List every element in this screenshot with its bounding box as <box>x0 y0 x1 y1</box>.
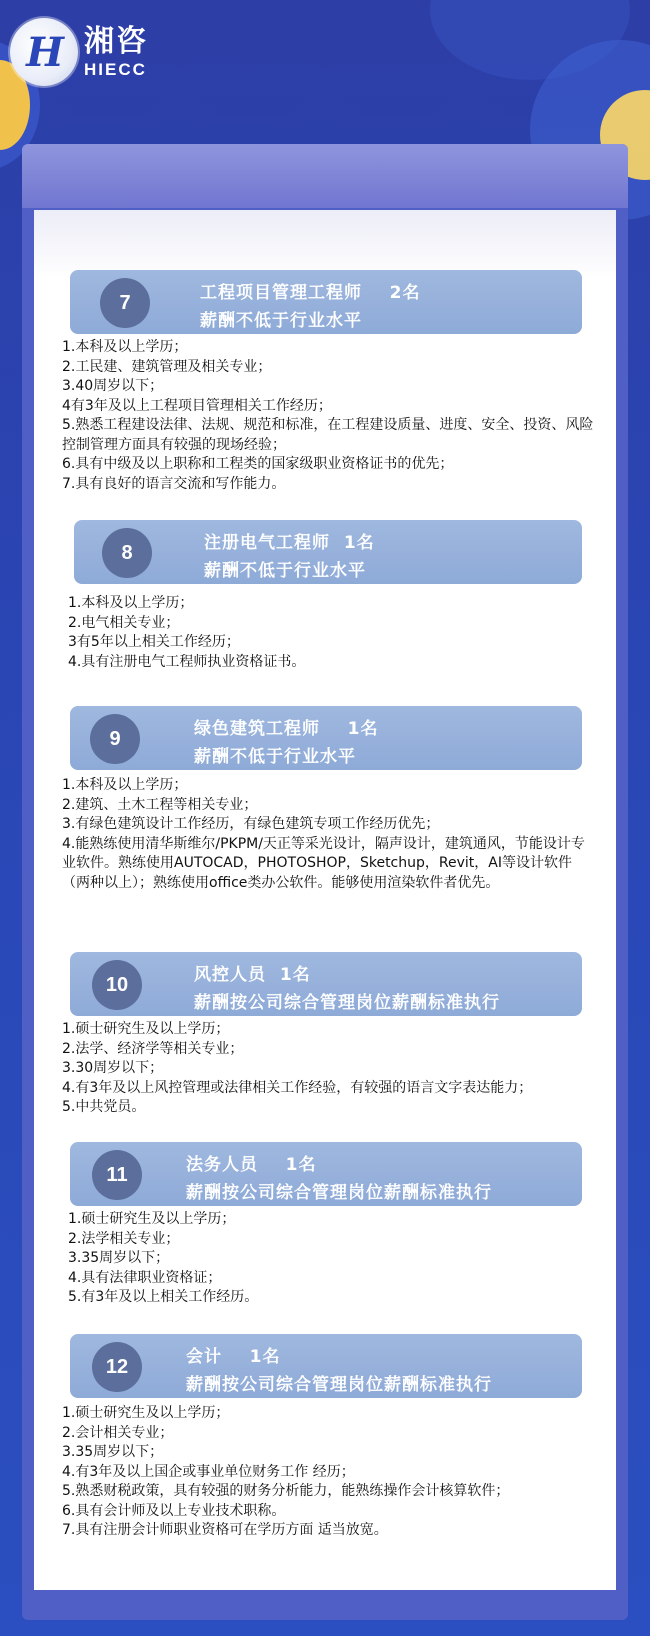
requirements-list <box>68 1210 588 1308</box>
position-title: 注册电气工程师 1名 <box>204 533 375 553</box>
requirement-item: 1.硕士研究生及以上学历； <box>62 1405 230 1421</box>
requirement-item: 2.法学相关专业； <box>68 1230 180 1247</box>
company-logo <box>10 18 148 86</box>
requirement-item: 1.本科及以上学历； <box>62 777 188 793</box>
position-number-badge: 12 <box>92 1342 142 1392</box>
requirement-item: 2.建筑、土木工程等相关专业； <box>62 796 258 813</box>
requirement-item: 3.35周岁以下； <box>62 1444 164 1460</box>
position-number-badge: 9 <box>90 714 140 764</box>
position-salary: 薪酬按公司综合管理岗位薪酬标准执行 <box>186 1183 492 1203</box>
requirement-item: 4.具有法律职业资格证； <box>68 1269 222 1286</box>
requirement-item: 2.电气相关专业； <box>68 614 180 631</box>
requirement-item: 6.具有会计师及以上专业技术职称。 <box>62 1502 286 1519</box>
requirement-item: 1.本科及以上学历； <box>68 595 194 611</box>
requirement-item: 1.本科及以上学历； <box>62 339 188 355</box>
requirement-item: 4.能熟练使用清华斯维尔/PKPM/天正等采光设计，隔声设计，建筑通风，节能设计专业软件。熟练使用AUTOCAD，PHOTOSHOP，Sketchup，Revit，AI等设计软件（两种以上）；熟练使用office类办公软件。能够使用渲染软件者优先。 <box>62 835 585 891</box>
requirements-list <box>62 776 588 893</box>
position-banner <box>70 270 582 334</box>
requirement-item: 7.具有良好的语言交流和写作能力。 <box>62 475 286 492</box>
requirement-item: 7.具有注册会计师职业资格可在学历方面 适当放宽。 <box>62 1522 388 1538</box>
position-number-badge: 8 <box>102 528 152 578</box>
position-banner <box>70 1334 582 1398</box>
position-section <box>62 952 588 1118</box>
position-salary: 薪酬不低于行业水平 <box>200 311 362 331</box>
logo-mark-icon: H <box>10 18 78 86</box>
position-title: 法务人员 1名 <box>186 1155 317 1175</box>
requirement-item: 3.30周岁以下； <box>62 1060 164 1076</box>
requirement-item: 4.有3年及以上风控管理或法律相关工作经验，有较强的语言文字表达能力； <box>62 1079 533 1096</box>
position-title: 绿色建筑工程师 1名 <box>194 719 379 739</box>
position-salary: 薪酬按公司综合管理岗位薪酬标准执行 <box>194 993 500 1013</box>
position-salary: 薪酬不低于行业水平 <box>204 561 366 581</box>
requirements-list <box>62 1020 588 1118</box>
requirement-item: 5.中共党员。 <box>62 1099 146 1115</box>
position-section <box>62 270 594 494</box>
requirement-item: 3.有绿色建筑设计工作经历，有绿色建筑专项工作经历优先； <box>62 816 440 832</box>
requirement-item: 1.硕士研究生及以上学历； <box>68 1211 236 1227</box>
logo-name-en: HIECC <box>84 59 147 79</box>
requirements-list <box>62 1404 588 1541</box>
position-salary: 薪酬按公司综合管理岗位薪酬标准执行 <box>186 1375 492 1395</box>
position-banner <box>70 1142 582 1206</box>
position-section <box>62 1334 588 1541</box>
logo-text <box>84 23 148 79</box>
position-banner <box>74 520 582 584</box>
position-title: 工程项目管理工程师 2名 <box>200 283 421 303</box>
requirement-item: 3有5年以上相关工作经历； <box>68 634 240 650</box>
requirement-item: 5.熟悉工程建设法律、法规、规范和标准，在工程建设质量、进度、安全、投资、风险控制管理方面具有较强的现场经验； <box>62 417 594 453</box>
requirement-item: 4.具有注册电气工程师执业资格证书。 <box>68 653 306 670</box>
position-section <box>62 1142 588 1308</box>
requirement-item: 4有3年及以上工程项目管理相关工作经历； <box>62 397 332 414</box>
requirement-item: 4.有3年及以上国企或事业单位财务工作 经历； <box>62 1463 355 1480</box>
requirement-item: 3.40周岁以下； <box>62 378 164 394</box>
logo-name-cn: 湘咨 <box>84 23 148 59</box>
position-number-badge: 11 <box>92 1150 142 1200</box>
requirement-item: 2.法学、经济学等相关专业； <box>62 1040 244 1057</box>
requirement-item: 1.硕士研究生及以上学历； <box>62 1021 230 1037</box>
requirement-item: 2.会计相关专业； <box>62 1424 174 1441</box>
requirement-item: 5.有3年及以上相关工作经历。 <box>68 1289 259 1305</box>
position-title: 会计 1名 <box>186 1347 281 1367</box>
position-title: 风控人员 1名 <box>194 965 311 985</box>
position-number-badge: 7 <box>100 278 150 328</box>
frame-header-band <box>22 144 628 208</box>
requirement-item: 5.熟悉财税政策，具有较强的财务分析能力，能熟练操作会计核算软件； <box>62 1483 510 1499</box>
position-banner <box>70 706 582 770</box>
requirements-list <box>62 338 594 494</box>
position-number-badge: 10 <box>92 960 142 1010</box>
requirement-item: 2.工民建、建筑管理及相关专业； <box>62 358 272 375</box>
requirement-item: 6.具有中级及以上职称和工程类的国家级职业资格证书的优先； <box>62 456 454 472</box>
requirement-item: 3.35周岁以下； <box>68 1250 170 1266</box>
position-banner <box>70 952 582 1016</box>
position-section <box>62 520 588 672</box>
position-section <box>62 706 588 893</box>
position-salary: 薪酬不低于行业水平 <box>194 747 356 767</box>
requirements-list <box>68 594 588 672</box>
